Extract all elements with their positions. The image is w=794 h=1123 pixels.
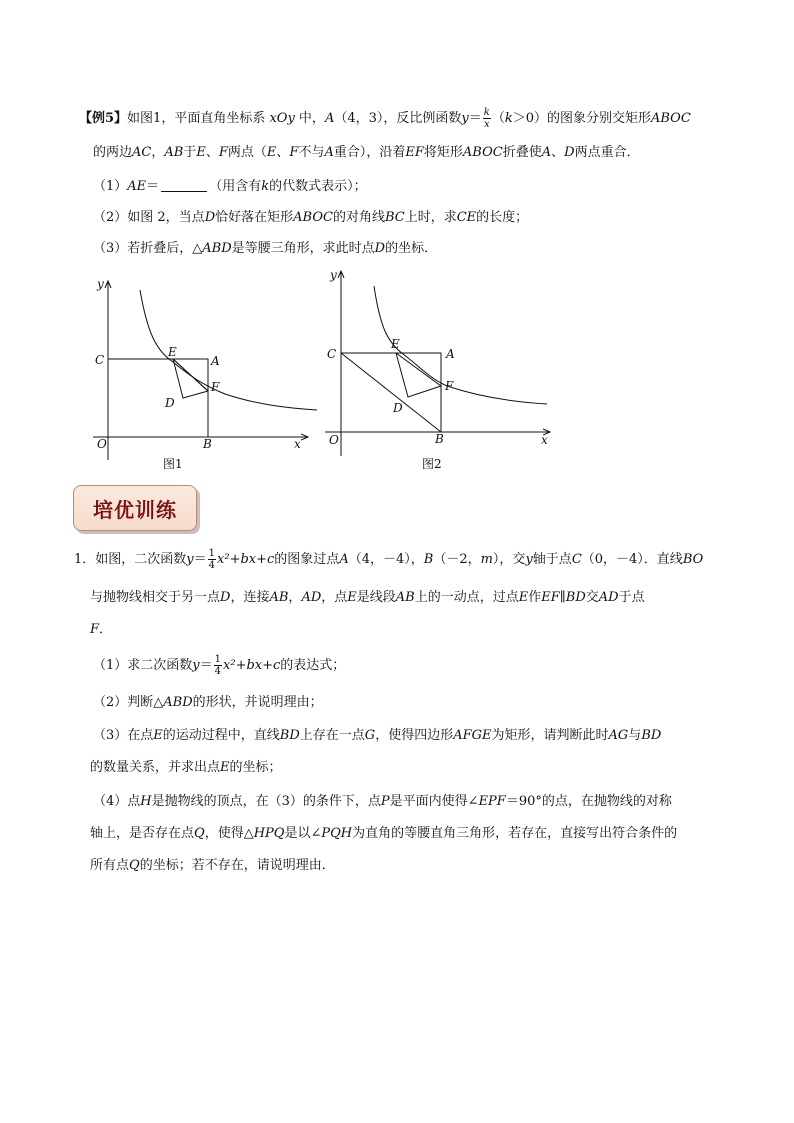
text: ， <box>288 590 302 605</box>
var: PQH <box>321 826 353 841</box>
folded-triangle <box>173 359 208 398</box>
var: H <box>140 794 152 809</box>
exercise-line-1 <box>74 548 703 571</box>
text: 的长度； <box>476 210 529 225</box>
var: BC <box>384 210 405 225</box>
exercise-line-3 <box>90 620 112 640</box>
exercise-question-3-line-1 <box>93 726 661 746</box>
text: （4，3），反比例函数 <box>334 111 462 126</box>
example-line-2 <box>93 143 640 163</box>
var: D <box>564 145 575 160</box>
text: 不与 <box>298 145 325 160</box>
label-c: C <box>95 353 105 367</box>
text: ＝ <box>193 552 207 567</box>
frac-den: 4 <box>214 666 222 677</box>
diagonal-bc <box>341 353 441 432</box>
label-o: O <box>97 437 107 451</box>
label-y: y <box>330 268 337 282</box>
var: y <box>461 111 469 126</box>
text: ＝ <box>199 658 213 673</box>
text: 上存在一点 <box>299 728 365 743</box>
segment-ef <box>396 353 441 386</box>
text: （2）判断△ <box>93 695 164 710</box>
text: （－2， <box>433 552 481 567</box>
label-e: E <box>391 337 400 351</box>
text: ∥ <box>559 590 566 605</box>
var: Q <box>129 858 140 873</box>
var: E <box>196 145 206 160</box>
text: 于 <box>183 145 197 160</box>
folded-triangle <box>396 353 441 397</box>
text: 的运动过程中，直线 <box>162 728 280 743</box>
text: （ <box>491 111 505 126</box>
var: ABOC <box>293 210 333 225</box>
text: （2）如图 2，当点 <box>93 210 205 225</box>
var: E <box>266 145 277 160</box>
banner-title: 培优训练 <box>93 497 177 522</box>
fraction-one-quarter <box>208 548 216 571</box>
var: y <box>192 658 200 673</box>
answer-blank <box>161 177 207 192</box>
var: E <box>518 590 529 605</box>
label-a: A <box>211 354 220 368</box>
exercise-question-1 <box>93 654 345 677</box>
text: 为矩形，请判断此时 <box>491 728 609 743</box>
var: CE <box>456 210 477 225</box>
text: 两点（ <box>227 145 267 160</box>
text: 交 <box>585 590 599 605</box>
exercise-question-4-line-3 <box>90 856 335 876</box>
label-c: C <box>327 347 337 361</box>
text: 折叠使 <box>502 145 542 160</box>
label-f: F <box>211 380 220 394</box>
var: E <box>220 760 230 775</box>
figure-2 <box>317 266 557 471</box>
var: k <box>504 111 513 126</box>
text: 是等腰三角形，求此时点 <box>231 241 375 256</box>
text: 的图象过点 <box>274 552 340 567</box>
frac-num: 1 <box>214 654 222 665</box>
text: ＝ <box>146 179 160 194</box>
text: 、 <box>551 145 565 160</box>
var: AD <box>301 590 322 605</box>
var: ABD <box>202 241 232 256</box>
var: x²+bx+c <box>217 552 275 567</box>
var: Q <box>194 826 205 841</box>
text: ＞0）的图象分别交矩形 <box>512 111 651 126</box>
hyperbola-curve <box>374 286 547 404</box>
text: 是以∠ <box>284 826 322 841</box>
text: ， <box>151 145 165 160</box>
text: 上时，求 <box>404 210 457 225</box>
fraction-k-over-x <box>483 107 491 130</box>
var: BD <box>641 728 662 743</box>
label-x: x <box>294 437 301 451</box>
var: AB <box>269 590 289 605</box>
label-y: y <box>97 277 104 291</box>
exercise-line-2 <box>90 588 645 608</box>
figure-1 <box>85 270 325 475</box>
text: 的数量关系，并求出点 <box>90 760 221 775</box>
text: （1）求二次函数 <box>93 658 193 673</box>
text: （4，－4）， <box>348 552 424 567</box>
var: AB <box>164 145 184 160</box>
text: 的坐标． <box>385 241 438 256</box>
section-banner <box>73 485 197 531</box>
var: xOy <box>269 111 295 126</box>
text: 上的一动点，过点 <box>414 590 519 605</box>
var: BO <box>682 552 704 567</box>
text: 两点重合． <box>574 145 640 160</box>
text: （用含有 <box>209 179 262 194</box>
text: ，点 <box>321 590 348 605</box>
var: HPQ <box>253 826 285 841</box>
var: ABD <box>163 695 193 710</box>
text: 是线段 <box>356 590 396 605</box>
example-tag: 【例5】 <box>79 111 128 126</box>
example-question-1 <box>93 177 367 197</box>
var: D <box>204 210 216 225</box>
var: A <box>324 145 334 160</box>
var: y <box>525 552 533 567</box>
label-b: B <box>203 437 212 451</box>
text: （3）若折叠后，△ <box>93 241 203 256</box>
text: （1） <box>93 179 128 194</box>
var: F <box>289 145 299 160</box>
text: （0，－4）．直线 <box>581 552 683 567</box>
var: EF <box>541 590 560 605</box>
exercise-question-3-line-2 <box>90 758 282 778</box>
text: 与 <box>628 728 642 743</box>
text: 于点 <box>618 590 645 605</box>
var: ABOC <box>651 111 691 126</box>
text: 是抛物线的顶点，在（3）的条件下，点 <box>151 794 381 809</box>
text: 轴于点 <box>532 552 572 567</box>
frac-num: 1 <box>208 548 216 559</box>
example-line-1 <box>79 107 691 130</box>
text: 的坐标； <box>229 760 282 775</box>
text: 的表达式； <box>280 658 346 673</box>
var: BD <box>565 590 586 605</box>
label-e: E <box>168 345 177 359</box>
exercise-question-2 <box>93 693 323 713</box>
var: A <box>339 552 349 567</box>
fold-line <box>173 359 208 391</box>
var: E <box>347 590 357 605</box>
label-d: D <box>165 396 175 410</box>
text: ，使得四边形 <box>375 728 454 743</box>
frac-den: 4 <box>208 560 216 571</box>
var: D <box>374 241 386 256</box>
label-o: O <box>329 433 339 447</box>
text: 、 <box>205 145 219 160</box>
text: 的形状，并说明理由； <box>192 695 323 710</box>
example-question-2 <box>93 208 528 228</box>
var: E <box>153 728 163 743</box>
var: AG <box>608 728 629 743</box>
text: （4）点 <box>93 794 141 809</box>
fraction-one-quarter <box>214 654 222 677</box>
var: B <box>423 552 434 567</box>
label-a: A <box>446 347 455 361</box>
text: 恰好落在矩形 <box>215 210 294 225</box>
text: 的代数式表示）； <box>269 179 367 194</box>
var: AD <box>598 590 619 605</box>
label-b: B <box>435 432 444 446</box>
var: F <box>218 145 228 160</box>
var: A <box>324 111 335 126</box>
caption-figure-2: 图2 <box>422 457 442 471</box>
var: k <box>261 179 270 194</box>
text: 是平面内使得∠ <box>389 794 479 809</box>
text: （3）在点 <box>93 728 154 743</box>
var: F <box>90 622 100 637</box>
var: EPF <box>478 794 506 809</box>
var: m <box>480 552 493 567</box>
var: BD <box>279 728 300 743</box>
label-f: F <box>445 379 454 393</box>
example-question-3 <box>93 239 437 259</box>
text: 的坐标；若不存在，请说明理由． <box>139 858 335 873</box>
var: AE <box>127 179 147 194</box>
text: ． <box>99 622 113 637</box>
var: AB <box>395 590 415 605</box>
text: 所有点 <box>90 858 130 873</box>
frac-num: k <box>483 107 490 118</box>
text: ，连接 <box>230 590 270 605</box>
var: x²+bx+c <box>223 658 281 673</box>
label-x: x <box>541 433 548 447</box>
text: 将矩形 <box>423 145 463 160</box>
text: 的对角线 <box>332 210 385 225</box>
var: C <box>571 552 582 567</box>
text: 的两边 <box>93 145 133 160</box>
var: ABOC <box>462 145 503 160</box>
text: 1．如图，二次函数 <box>74 552 187 567</box>
text: 、 <box>276 145 290 160</box>
exercise-question-4-line-2 <box>90 824 677 844</box>
text: 重合），沿着 <box>333 145 406 160</box>
text: 与抛物线相交于另一点 <box>90 590 221 605</box>
hyperbola-curve <box>140 290 317 410</box>
var: y <box>186 552 194 567</box>
label-d: D <box>393 401 403 415</box>
exercise-question-4-line-1 <box>93 792 672 812</box>
text: ，使得△ <box>204 826 254 841</box>
text: ＝90°的点，在抛物线的对称 <box>505 794 672 809</box>
frac-den: x <box>483 119 490 130</box>
text: 中， <box>294 111 325 126</box>
var: D <box>220 590 231 605</box>
rectangle-abo <box>108 359 208 437</box>
var: EF <box>405 145 424 160</box>
text: 为直角的等腰直角三角形，若存在，直接写出符合条件的 <box>352 826 678 841</box>
text: 作 <box>528 590 542 605</box>
var: G <box>364 728 376 743</box>
caption-figure-1: 图1 <box>163 457 183 471</box>
var: A <box>541 145 552 160</box>
var: P <box>380 794 390 809</box>
text: ），交 <box>492 552 526 567</box>
text: 轴上，是否存在点 <box>90 826 195 841</box>
var: AFGE <box>453 728 492 743</box>
text: ＝ <box>468 111 482 126</box>
var: AC <box>132 145 152 160</box>
text: 如图1，平面直角坐标系 <box>127 111 270 126</box>
